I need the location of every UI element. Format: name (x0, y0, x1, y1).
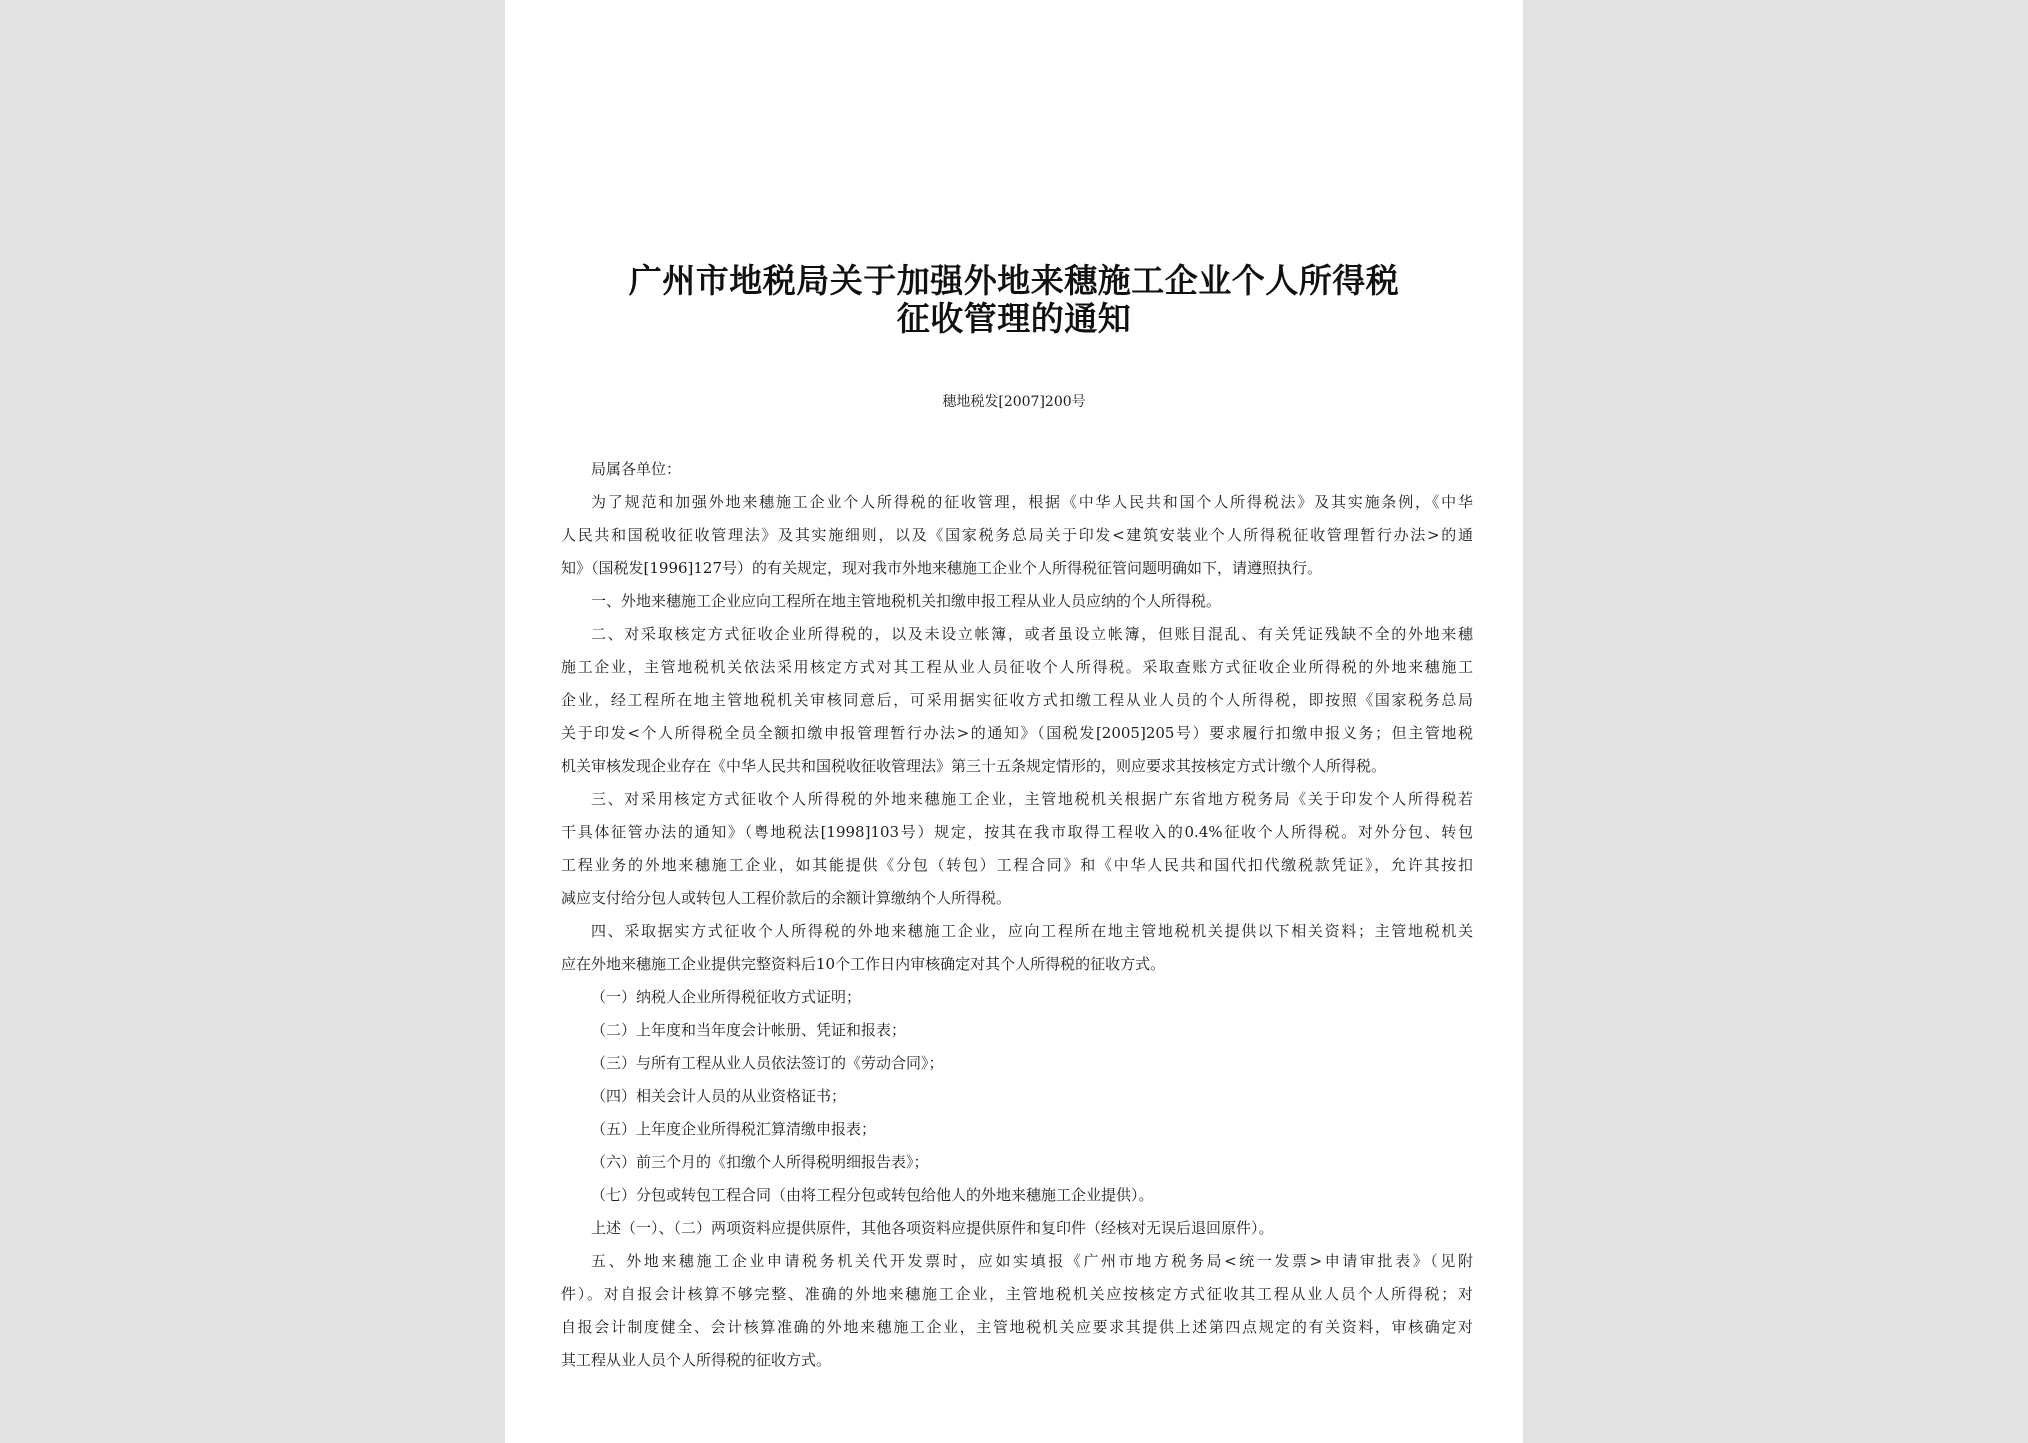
list-item: （三）与所有工程从业人员依法签订的《劳动合同》； (591, 1054, 944, 1072)
text-line: 企业，经工程所在地主管地税机关审核同意后，可采用据实征收方式扣缴工程从业人员的个人所得税，即按照《国家税务总局 (561, 691, 1473, 709)
document-number: 穗地税发[2007]200号 (942, 394, 1086, 410)
text-line: 三、对采用核定方式征收个人所得税的外地来穗施工企业，主管地税机关根据广东省地方税务局《关于印发个人所得税若 (591, 790, 1473, 808)
list-item: （一）纳税人企业所得税征收方式证明； (591, 988, 862, 1006)
document-body (561, 453, 1473, 1377)
list-item: （二）上年度和当年度会计帐册、凭证和报表； (591, 1021, 907, 1039)
text-line: 减应支付给分包人或转包人工程价款后的余额计算缴纳个人所得税。 (561, 889, 1012, 907)
text-line: 干具体征管办法的通知》（粤地税法[1998]103号）规定，按其在我市取得工程收入的0.4%征收个人所得税。对外分包、转包 (561, 823, 1473, 841)
list-item: （五）上年度企业所得税汇算清缴申报表； (591, 1120, 877, 1138)
list-item: （七）分包或转包工程合同（由将工程分包或转包给他人的外地来穗施工企业提供）。 (591, 1186, 1154, 1204)
text-line: 人民共和国税收征收管理法》及其实施细则，以及《国家税务总局关于印发<建筑安装业个人所得税征收管理暂行办法>的通 (561, 526, 1473, 544)
salutation: 局属各单位： (591, 460, 682, 478)
text-line: 知》（国税发[1996]127号）的有关规定，现对我市外地来穗施工企业个人所得税征管问题明确如下，请遵照执行。 (561, 559, 1323, 577)
text-line: 关于印发<个人所得税全员全额扣缴申报管理暂行办法>的通知》（国税发[2005]205号）要求履行扣缴申报义务；但主管地税 (561, 724, 1473, 742)
title-line-2: 征收管理的通知 (896, 299, 1132, 338)
text-line: 一、外地来穗施工企业应向工程所在地主管地税机关扣缴申报工程从业人员应纳的个人所得税。 (591, 592, 1222, 610)
text-line: 机关审核发现企业存在《中华人民共和国税收征收管理法》第三十五条规定情形的，则应要求其按核定方式计缴个人所得税。 (561, 757, 1387, 775)
text-line: 自报会计制度健全、会计核算准确的外地来穗施工企业，主管地税机关应要求其提供上述第四点规定的有关资料，审核确定对 (561, 1318, 1473, 1336)
text-line: 其工程从业人员个人所得税的征收方式。 (561, 1351, 832, 1369)
text-line: 件）。对自报会计核算不够完整、准确的外地来穗施工企业，主管地税机关应按核定方式征收其工程从业人员个人所得税；对 (561, 1285, 1473, 1303)
document-title (505, 262, 1523, 338)
list-item: （六）前三个月的《扣缴个人所得税明细报告表》； (591, 1153, 929, 1171)
document-page (505, 0, 1523, 1443)
text-line: 五、外地来穗施工企业申请税务机关代开发票时，应如实填报《广州市地方税务局<统一发票>申请审批表》（见附 (591, 1252, 1473, 1270)
text-line: 二、对采取核定方式征收企业所得税的，以及未设立帐簿，或者虽设立帐簿，但账目混乱、有关凭证残缺不全的外地来穗 (591, 625, 1473, 643)
text-line: 上述（一）、（二）两项资料应提供原件，其他各项资料应提供原件和复印件（经核对无误后退回原件）。 (591, 1219, 1274, 1237)
text-line: 施工企业，主管地税机关依法采用核定方式对其工程从业人员征收个人所得税。采取查账方式征收企业所得税的外地来穗施工 (561, 658, 1473, 676)
title-line-1: 广州市地税局关于加强外地来穗施工企业个人所得税 (628, 261, 1400, 300)
text-line: 四、采取据实方式征收个人所得税的外地来穗施工企业，应向工程所在地主管地税机关提供以下相关资料；主管地税机关 (591, 922, 1473, 940)
text-line: 应在外地来穗施工企业提供完整资料后10个工作日内审核确定对其个人所得税的征收方式。 (561, 955, 1166, 973)
text-line: 工程业务的外地来穗施工企业，如其能提供《分包（转包）工程合同》和《中华人民共和国代扣代缴税款凭证》，允许其按扣 (561, 856, 1473, 874)
list-item: （四）相关会计人员的从业资格证书； (591, 1087, 847, 1105)
text-line: 为了规范和加强外地来穗施工企业个人所得税的征收管理，根据《中华人民共和国个人所得税法》及其实施条例，《中华 (591, 493, 1473, 511)
